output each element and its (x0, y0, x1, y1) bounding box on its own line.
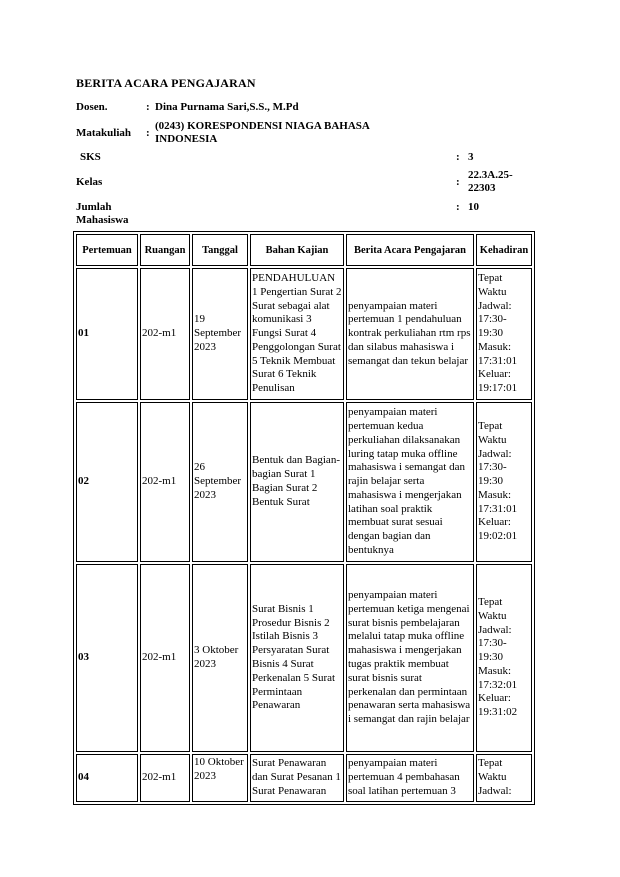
table-row (76, 402, 532, 562)
cell-ruangan: 202-m1 (140, 564, 190, 752)
document-title: BERITA ACARA PENGAJARAN (76, 76, 256, 90)
cell-pertemuan: 01 (76, 268, 138, 400)
header-tanggal: Tanggal (192, 234, 248, 266)
cell-kehadiran: Tepat Waktu Jadwal: 17:30-19:30 Masuk: 17:31:01 Keluar: 19:17:01 (476, 268, 532, 400)
cell-kehadiran: Tepat Waktu Jadwal: 17:30-19:30 Masuk: 17:31:01 Keluar: 19:02:01 (476, 402, 532, 562)
sks-value: 3 (468, 151, 474, 163)
table-row (76, 754, 532, 802)
kelas-colon: : (456, 176, 460, 188)
matakuliah-colon: : (146, 127, 150, 139)
jumlah-label: Jumlah Mahasiswa (76, 201, 129, 226)
cell-ruangan: 202-m1 (140, 754, 190, 802)
header-bahan-kajian: Bahan Kajian (250, 234, 344, 266)
cell-berita-acara: penyampaian materi pertemuan kedua perkuliahan dilaksanakan luring tatap muka offline mahasiswa i semangat dan rajin belajar serta mahasiswa i mengerjakan latihan soal praktik membuat surat sesuai dengan bagian dan bentuknya (346, 402, 474, 562)
cell-kehadiran: Tepat Waktu Jadwal: 17:30-19:30 Masuk: 17:32:01 Keluar: 19:31:02 (476, 564, 532, 752)
dosen-colon: : (146, 101, 150, 113)
sks-label: SKS (80, 151, 101, 163)
cell-ruangan: 202-m1 (140, 268, 190, 400)
dosen-value: Dina Purnama Sari,S.S., M.Pd (155, 101, 299, 113)
jumlah-value: 10 (468, 201, 479, 213)
cell-ruangan: 202-m1 (140, 402, 190, 562)
dosen-label: Dosen. (76, 101, 108, 113)
cell-pertemuan: 03 (76, 564, 138, 752)
header-pertemuan: Pertemuan (76, 234, 138, 266)
cell-bahan-kajian: PENDAHULUAN 1 Pengertian Surat 2 Surat sebagai alat komunikasi 3 Fungsi Surat 4 Penggolongan Surat 5 Teknik Membuat Surat 6 Teknik Penulisan (250, 268, 344, 400)
table-header-row (76, 234, 532, 266)
matakuliah-label: Matakuliah (76, 127, 132, 139)
header-ruangan: Ruangan (140, 234, 190, 266)
cell-pertemuan: 02 (76, 402, 138, 562)
cell-kehadiran: Tepat Waktu Jadwal: (476, 754, 532, 802)
table-row (76, 564, 532, 752)
cell-bahan-kajian: Surat Penawaran dan Surat Pesanan 1 Surat Penawaran (250, 754, 344, 802)
matakuliah-value: (0243) KORESPONDENSI NIAGA BAHASA INDONESIA (155, 120, 370, 145)
cell-tanggal: 19 September 2023 (192, 268, 248, 400)
kelas-value: 22.3A.25-22303 (468, 169, 513, 194)
cell-berita-acara: penyampaian materi pertemuan ketiga mengenai surat bisnis pembelajaran melalui tatap muka offline mahasiswa i mengerjakan tugas praktik membuat surat bisnis surat perkenalan dan permintaan penawaran serta mahasiswa i semangat dan rajin belajar (346, 564, 474, 752)
cell-tanggal: 3 Oktober 2023 (192, 564, 248, 752)
attendance-table (73, 231, 535, 805)
kelas-label: Kelas (76, 176, 103, 188)
table-row (76, 268, 532, 400)
header-kehadiran: Kehadiran (476, 234, 532, 266)
cell-tanggal: 26 September 2023 (192, 402, 248, 562)
jumlah-colon: : (456, 201, 460, 213)
cell-bahan-kajian: Bentuk dan Bagian-bagian Surat 1 Bagian Surat 2 Bentuk Surat (250, 402, 344, 562)
cell-berita-acara: penyampaian materi pertemuan 1 pendahuluan kontrak perkuliahan rtm rps dan silabus mahasiswa i semangat dan tekun belajar (346, 268, 474, 400)
sks-colon: : (456, 151, 460, 163)
cell-bahan-kajian: Surat Bisnis 1 Prosedur Bisnis 2 Istilah Bisnis 3 Persyaratan Surat Bisnis 4 Surat Perkenalan 5 Surat Permintaan Penawaran (250, 564, 344, 752)
header-berita-acara: Berita Acara Pengajaran (346, 234, 474, 266)
cell-tanggal: 10 Oktober 2023 (192, 754, 248, 802)
cell-pertemuan: 04 (76, 754, 138, 802)
cell-berita-acara: penyampaian materi pertemuan 4 pembahasan soal latihan pertemuan 3 (346, 754, 474, 802)
